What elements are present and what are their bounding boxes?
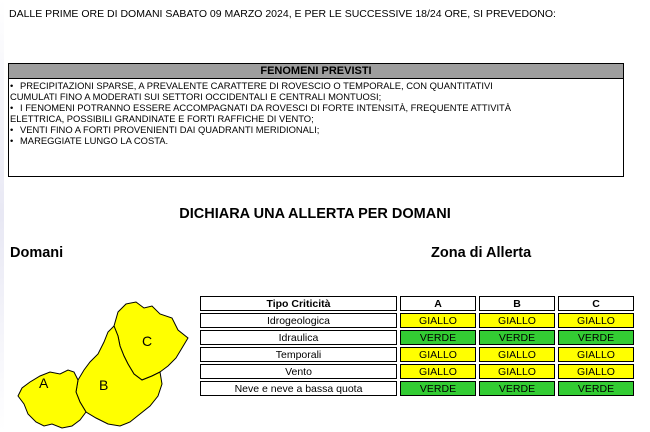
header-zone-c: C [558, 296, 634, 311]
bullet-icon: • [10, 102, 14, 113]
phenomena-text: MAREGGIATE LUNGO LA COSTA. [20, 135, 169, 146]
map-label-c: C [142, 333, 153, 349]
level-cell: GIALLO [479, 347, 555, 362]
level-cell: GIALLO [479, 313, 555, 328]
header-zone-b: B [479, 296, 555, 311]
level-cell: VERDE [479, 381, 555, 396]
table-row [200, 313, 634, 328]
phenomena-text: I FENOMENI POTRANNO ESSERE ACCOMPAGNATI DA ROVESCI DI FORTE INTENSITÀ, FREQUENTE ATTIVITÀ [20, 102, 512, 113]
phenomena-item [10, 102, 623, 124]
alert-title: DICHIARA UNA ALLERTA PER DOMANI [179, 206, 451, 222]
row-tipo: Neve e neve a bassa quota [200, 381, 397, 396]
level-cell: VERDE [558, 330, 634, 345]
phenomena-list [9, 79, 623, 146]
zona-allerta-label: Zona di Allerta [431, 245, 532, 261]
header-zone-a: A [400, 296, 476, 311]
header-tipo: Tipo Criticità [200, 296, 397, 311]
level-cell: GIALLO [558, 313, 634, 328]
phenomena-box [8, 63, 624, 177]
level-cell: GIALLO [558, 364, 634, 379]
phenomena-item [10, 124, 623, 135]
map-label-b: B [99, 377, 109, 393]
level-cell: VERDE [400, 381, 476, 396]
map-label-a: A [39, 375, 49, 391]
bullet-icon: • [10, 135, 14, 146]
phenomena-text: PRECIPITAZIONI SPARSE, A PREVALENTE CARATTERE DI ROVESCIO O TEMPORALE, CON QUANTITATIVI [20, 80, 493, 91]
phenomena-text-cont: CUMULATI FINO A MODERATI SUI SETTORI OCCIDENTALI E CENTRALI MONTUOSI; [10, 91, 382, 102]
phenomena-item [10, 80, 623, 102]
level-cell: GIALLO [400, 347, 476, 362]
phenomena-text-cont: ELETTRICA, POSSIBILI GRANDINATE E FORTI RAFFICHE DI VENTO; [10, 113, 314, 124]
bullet-icon: • [10, 124, 14, 135]
map-zone-a [18, 370, 86, 428]
region-map [10, 300, 200, 430]
table-row [200, 347, 634, 362]
row-tipo: Vento [200, 364, 397, 379]
level-cell: VERDE [479, 330, 555, 345]
criticality-table [197, 294, 637, 398]
table-row [200, 330, 634, 345]
row-tipo: Temporali [200, 347, 397, 362]
table-row [200, 381, 634, 396]
table-row [200, 364, 634, 379]
level-cell: GIALLO [400, 313, 476, 328]
forecast-header: DALLE PRIME ORE DI DOMANI SABATO 09 MARZO 2024, E PER LE SUCCESSIVE 18/24 ORE, SI PREVEDONO: [9, 8, 556, 20]
row-tipo: Idraulica [200, 330, 397, 345]
level-cell: GIALLO [400, 364, 476, 379]
level-cell: VERDE [558, 381, 634, 396]
domani-label: Domani [10, 245, 64, 261]
bullet-icon: • [10, 80, 14, 91]
level-cell: GIALLO [479, 364, 555, 379]
phenomena-item [10, 135, 623, 146]
table-header-row [200, 296, 634, 311]
phenomena-title: FENOMENI PREVISTI [9, 64, 623, 79]
level-cell: GIALLO [558, 347, 634, 362]
level-cell: VERDE [400, 330, 476, 345]
row-tipo: Idrogeologica [200, 313, 397, 328]
phenomena-text: VENTI FINO A FORTI PROVENIENTI DAI QUADRANTI MERIDIONALI; [20, 124, 320, 135]
